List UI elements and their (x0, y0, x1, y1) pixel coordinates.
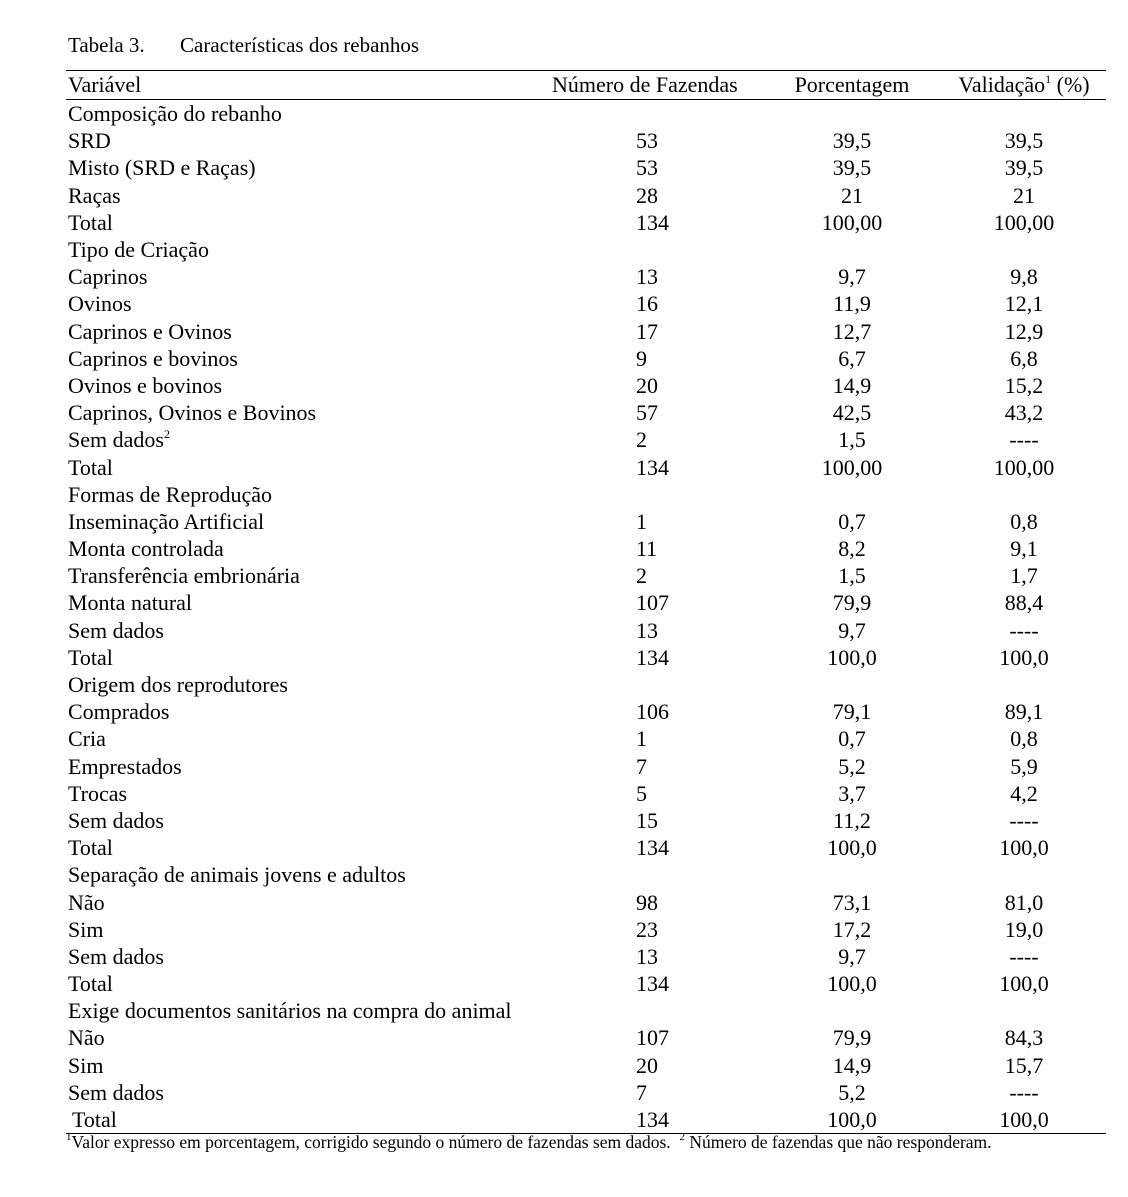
cell-farms: 11 (636, 536, 658, 562)
cell-farms: 16 (636, 291, 658, 317)
cell-percent: 0,7 (838, 726, 866, 752)
table-row (66, 888, 1106, 915)
table-footnote (66, 1130, 992, 1154)
cell-percent: 42,5 (832, 400, 872, 426)
cell-percent: 79,1 (832, 699, 872, 725)
variable-label: Caprinos e bovinos (68, 345, 238, 371)
section-header-row (66, 671, 1106, 698)
cell-validation: 1,7 (1010, 563, 1038, 589)
herd-characteristics-table (66, 70, 1106, 1134)
cell-percent: 39,5 (832, 128, 872, 154)
table-row (66, 453, 1106, 480)
header-validation-footnote-mark: 1 (1045, 72, 1052, 86)
cell-validation: 100,0 (999, 835, 1049, 861)
header-validation-unit: (%) (1051, 72, 1090, 97)
table-row (66, 127, 1106, 154)
cell-validation: 100,00 (993, 454, 1055, 480)
cell-variable (66, 399, 552, 426)
section-title: Tipo de Criação (68, 237, 209, 263)
footnote-mark-1: 1 (66, 1131, 72, 1143)
cell-percent: 39,5 (832, 155, 872, 181)
cell-farms: 20 (636, 1052, 658, 1078)
cell-variable (66, 372, 552, 399)
table-row (66, 589, 1106, 616)
cell-percent: 100,0 (827, 644, 877, 670)
footnote-mark: 2 (163, 427, 170, 442)
table-row (66, 807, 1106, 834)
cell-variable (66, 182, 552, 209)
cell-variable (66, 589, 552, 616)
cell-validation: 81,0 (1004, 889, 1044, 915)
table-row (66, 535, 1106, 562)
table-row (66, 1052, 1106, 1079)
section-title: Exige documentos sanitários na compra do animal (68, 998, 512, 1024)
header-variable: Variável (66, 71, 552, 100)
variable-label: Monta controlada (68, 536, 224, 562)
cell-percent: 11,9 (833, 291, 871, 317)
variable-label: Sim (68, 1052, 104, 1078)
variable-label: SRD (68, 128, 111, 154)
variable-label: Transferência embrionária (68, 563, 300, 589)
header-row (66, 71, 1106, 100)
cell-validation: 88,4 (1004, 590, 1044, 616)
cell-farms: 2 (636, 427, 647, 453)
cell-validation: 43,2 (1004, 400, 1044, 426)
variable-label: Ovinos e bovinos (68, 372, 222, 398)
cell-validation: 12,9 (1004, 318, 1044, 344)
cell-validation: ---- (1009, 427, 1039, 453)
variable-label: Total (72, 1107, 117, 1133)
cell-variable (66, 698, 552, 725)
table-row (66, 943, 1106, 970)
cell-validation: 12,1 (1004, 291, 1044, 317)
table-header (66, 71, 1106, 100)
cell-validation: 9,1 (1010, 536, 1038, 562)
table-row (66, 263, 1106, 290)
cell-validation: ---- (1009, 807, 1039, 833)
cell-farms: 7 (636, 753, 647, 779)
table-row (66, 1079, 1106, 1106)
cell-variable (66, 127, 552, 154)
cell-variable (66, 1024, 552, 1051)
table-title: Características dos rebanhos (180, 33, 420, 57)
cell-validation: 39,5 (1004, 155, 1044, 181)
cell-percent: 100,00 (821, 209, 883, 235)
cell-variable (66, 453, 552, 480)
variable-label: Comprados (68, 699, 170, 725)
cell-variable (66, 943, 552, 970)
cell-percent: 3,7 (838, 780, 866, 806)
cell-validation: 100,0 (942, 1106, 1106, 1134)
variable-label: Trocas (68, 780, 128, 806)
cell-percent: 14,9 (832, 1052, 872, 1078)
cell-variable (66, 209, 552, 236)
cell-percent: 0,7 (838, 508, 866, 534)
variable-label: Sem dados (68, 943, 164, 969)
variable-label: Caprinos (68, 264, 148, 290)
cell-validation: 39,5 (1004, 128, 1044, 154)
table-row (66, 834, 1106, 861)
cell-variable (66, 426, 552, 453)
variable-label: Total (68, 971, 113, 997)
cell-farms: 134 (552, 1106, 762, 1134)
cell-variable (66, 562, 552, 589)
cell-farms: 1 (636, 508, 647, 534)
cell-variable (66, 1079, 552, 1106)
section-title: Formas de Reprodução (68, 481, 273, 507)
cell-validation: 5,9 (1010, 753, 1038, 779)
variable-label: Total (68, 454, 113, 480)
cell-percent: 21 (841, 182, 863, 208)
table-row (66, 154, 1106, 181)
cell-validation: 84,3 (1004, 1025, 1044, 1051)
cell-variable (66, 807, 552, 834)
table-row (66, 318, 1106, 345)
cell-variable (66, 154, 552, 181)
cell-validation: 100,00 (993, 209, 1055, 235)
cell-farms: 134 (636, 835, 669, 861)
variable-label: Inseminação Artificial (68, 508, 265, 534)
cell-variable (66, 535, 552, 562)
cell-percent: 17,2 (832, 916, 872, 942)
cell-validation: 100,0 (999, 644, 1049, 670)
table-row (66, 372, 1106, 399)
header-percent: Porcentagem (762, 71, 942, 100)
table-row (66, 345, 1106, 372)
cell-validation: ---- (1009, 1079, 1039, 1105)
variable-label: Misto (SRD e Raças) (68, 155, 256, 181)
table-row (66, 970, 1106, 997)
table-row (66, 753, 1106, 780)
variable-label: Sim (68, 916, 104, 942)
cell-variable (66, 780, 552, 807)
header-validation-label: Validação (958, 72, 1046, 97)
table-row (66, 725, 1106, 752)
cell-farms: 15 (636, 807, 658, 833)
variable-label: Não (68, 1025, 105, 1051)
cell-variable (66, 916, 552, 943)
cell-farms: 17 (636, 318, 658, 344)
cell-validation: 15,2 (1004, 372, 1044, 398)
cell-farms: 20 (636, 372, 658, 398)
cell-percent: 1,5 (838, 563, 866, 589)
cell-percent: 79,9 (832, 590, 872, 616)
section-header-row (66, 481, 1106, 508)
cell-farms: 106 (636, 699, 669, 725)
cell-percent: 1,5 (838, 427, 866, 453)
cell-farms: 5 (636, 780, 647, 806)
cell-farms: 1 (636, 726, 647, 752)
section-title: Separação de animais jovens e adultos (68, 862, 406, 888)
variable-label: Emprestados (68, 753, 182, 779)
cell-percent: 100,0 (827, 971, 877, 997)
cell-farms: 134 (636, 644, 669, 670)
cell-variable (66, 644, 552, 671)
cell-farms: 13 (636, 617, 658, 643)
cell-farms: 107 (636, 590, 669, 616)
footnote-mark-2: 2 (679, 1131, 685, 1143)
table-row (66, 698, 1106, 725)
section-header-row (66, 100, 1106, 128)
table-row (66, 426, 1106, 453)
cell-validation: 0,8 (1010, 726, 1038, 752)
variable-label: Raças (68, 182, 121, 208)
table-row (66, 508, 1106, 535)
table-number: Tabela 3. (68, 33, 145, 57)
variable-label: Não (68, 889, 105, 915)
table-row (66, 290, 1106, 317)
cell-variable (66, 725, 552, 752)
variable-label: Ovinos (68, 291, 132, 317)
footnote-text-2: Número de fazendas que não responderam. (684, 1132, 992, 1152)
variable-label: Total (68, 835, 113, 861)
cell-farms: 7 (636, 1079, 647, 1105)
cell-percent: 100,00 (821, 454, 883, 480)
cell-variable (66, 508, 552, 535)
section-header-row (66, 861, 1106, 888)
cell-percent: 12,7 (832, 318, 872, 344)
cell-variable (66, 617, 552, 644)
cell-percent: 14,9 (832, 372, 872, 398)
header-farms: Número de Fazendas (552, 71, 762, 100)
herd-characteristics-table-container (66, 70, 1106, 1134)
cell-percent: 9,7 (838, 617, 866, 643)
cell-farms: 134 (636, 454, 669, 480)
cell-percent: 11,2 (833, 807, 871, 833)
table-body (66, 100, 1106, 1134)
table-row (66, 1024, 1106, 1051)
variable-label: Monta natural (68, 590, 193, 616)
cell-variable (66, 1052, 552, 1079)
cell-variable (66, 290, 552, 317)
cell-validation: 15,7 (1004, 1052, 1044, 1078)
section-title: Origem dos reprodutores (68, 672, 288, 698)
cell-percent: 9,7 (838, 943, 866, 969)
cell-percent: 100,0 (762, 1106, 942, 1134)
cell-farms: 23 (636, 916, 658, 942)
header-validation (942, 71, 1106, 100)
cell-validation: 9,8 (1010, 264, 1038, 290)
cell-variable (66, 263, 552, 290)
table-row (66, 399, 1106, 426)
variable-label: Total (68, 644, 113, 670)
cell-percent: 5,2 (838, 753, 866, 779)
footnote-text-1: Valor expresso em porcentagem, corrigido segundo o número de fazendas sem dados. (71, 1132, 671, 1152)
cell-variable (66, 345, 552, 372)
cell-variable (66, 753, 552, 780)
variable-label: Sem dados (68, 807, 164, 833)
variable-label: Total (68, 209, 113, 235)
cell-farms: 53 (636, 128, 658, 154)
cell-validation: 4,2 (1010, 780, 1038, 806)
cell-farms: 134 (636, 971, 669, 997)
table-row (66, 562, 1106, 589)
cell-farms: 13 (636, 943, 658, 969)
variable-label: Caprinos e Ovinos (68, 318, 232, 344)
cell-validation: 100,0 (999, 971, 1049, 997)
cell-validation: 6,8 (1010, 345, 1038, 371)
cell-farms: 53 (636, 155, 658, 181)
cell-percent: 8,2 (838, 536, 866, 562)
cell-percent: 73,1 (832, 889, 872, 915)
cell-percent: 5,2 (838, 1079, 866, 1105)
cell-farms: 2 (636, 563, 647, 589)
variable-label: Sem dados (68, 617, 164, 643)
variable-label: Caprinos, Ovinos e Bovinos (68, 400, 317, 426)
cell-validation: 0,8 (1010, 508, 1038, 534)
table-row (66, 644, 1106, 671)
cell-validation: 21 (1013, 182, 1035, 208)
cell-farms: 13 (636, 264, 658, 290)
table-row (66, 617, 1106, 644)
cell-farms: 28 (636, 182, 658, 208)
cell-validation: 89,1 (1004, 699, 1044, 725)
cell-variable (66, 318, 552, 345)
table-row (66, 916, 1106, 943)
cell-farms: 57 (636, 400, 658, 426)
cell-validation: ---- (1009, 617, 1039, 643)
section-header-row (66, 236, 1106, 263)
cell-validation: 19,0 (1004, 916, 1044, 942)
cell-farms: 134 (636, 209, 669, 235)
cell-variable (66, 970, 552, 997)
cell-percent: 6,7 (838, 345, 866, 371)
cell-farms: 98 (636, 889, 658, 915)
variable-label: Sem dados (68, 427, 164, 453)
table-row (66, 182, 1106, 209)
cell-validation: ---- (1009, 943, 1039, 969)
cell-percent: 100,0 (827, 835, 877, 861)
variable-label: Cria (68, 726, 106, 752)
section-title: Composição do rebanho (68, 101, 282, 127)
table-row (66, 780, 1106, 807)
table-caption (68, 32, 419, 58)
cell-farms: 107 (636, 1025, 669, 1051)
cell-percent: 79,9 (832, 1025, 872, 1051)
cell-variable (66, 888, 552, 915)
section-header-row (66, 997, 1106, 1024)
variable-label: Sem dados (68, 1079, 164, 1105)
cell-percent: 9,7 (838, 264, 866, 290)
cell-farms: 9 (636, 345, 647, 371)
table-row (66, 209, 1106, 236)
cell-variable (66, 834, 552, 861)
